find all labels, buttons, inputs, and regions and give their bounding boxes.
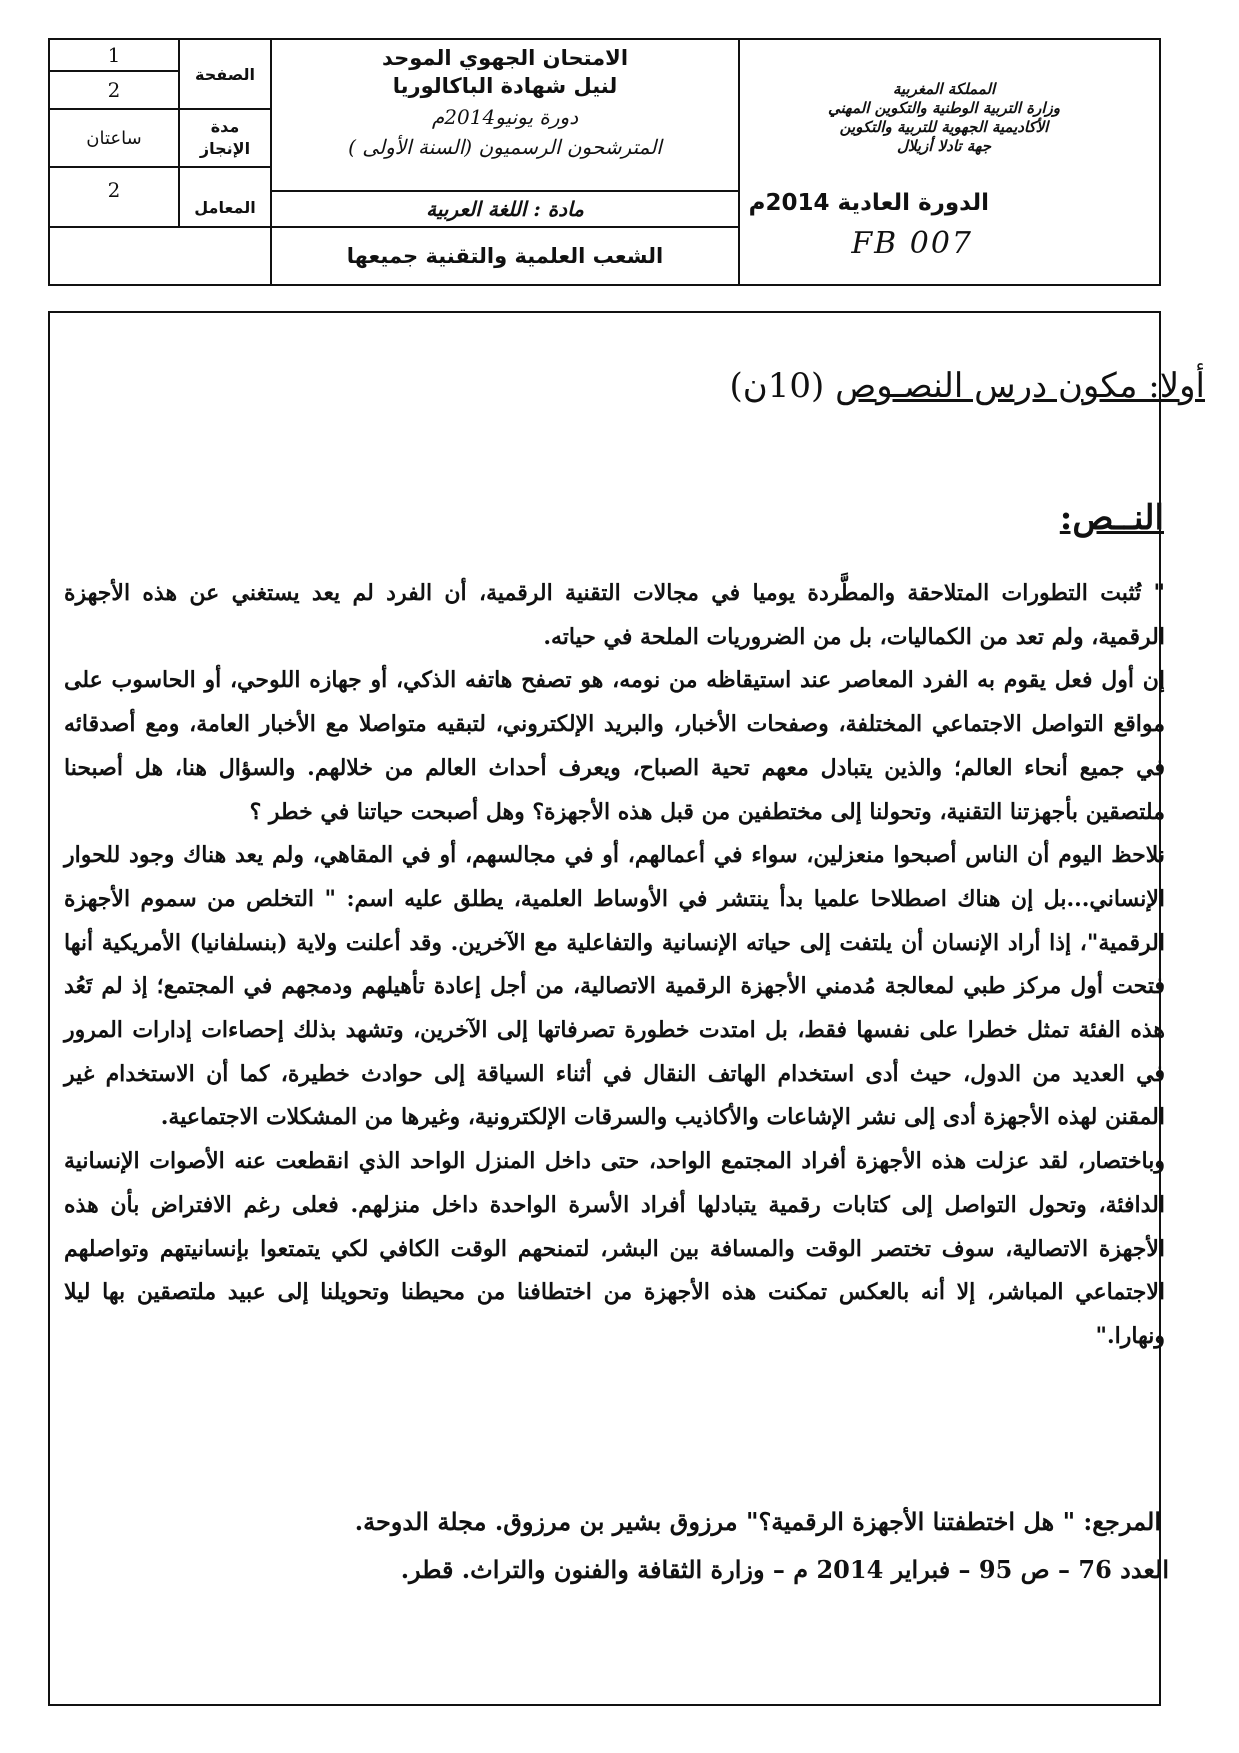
- coefficient-label: المعامل: [194, 197, 256, 217]
- duration-value: ساعتان: [86, 127, 142, 149]
- page-number: 1: [107, 43, 121, 67]
- session-block: [272, 102, 738, 162]
- academy: الأكاديمية الجهوية للتربية والتكوين: [839, 118, 1049, 136]
- exam-title-block: [272, 44, 738, 100]
- exam-subtitle: لنيل شهادة الباكالوريا: [392, 74, 618, 98]
- reference-block: [261, 1498, 1169, 1594]
- ordinary-session: الدورة العادية 2014م: [748, 190, 989, 216]
- reference-line-1: المرجع: " هل اختطفتنا الأجهزة الرقمية؟" مرزوق بشير بن مرزوق. مجلة الدوحة.: [354, 1507, 1161, 1536]
- exam-header-table: [48, 38, 1161, 286]
- reference-line-2: العدد 76 – ص 95 – فبراير 2014 م – وزارة الثقافة والفنون والتراث. قطر.: [400, 1555, 1169, 1584]
- exam-streams: الشعب العلمية والتقنية جميعها: [346, 244, 664, 268]
- exam-subject: مادة : اللغة العربية: [426, 197, 584, 221]
- text-label: النــص:: [1059, 498, 1164, 538]
- kingdom: المملكة المغربية: [892, 80, 996, 98]
- passage-paragraph: وباختصار، لقد عزلت هذه الأجهزة أفراد المجتمع الواحد، حتى داخل المنزل الواحد الذي انقطعت عنه الأصوات الإنسانية الدافئة، وتحول التواصل إلى كتابات رقمية يتبادلها أفراد الأسرة الواحدة داخل منزلهم. فعلى رغم الافتراض بأن هذه الأجهزة الاتصالية، سوف تختصر الوقت والمسافة بين البشر، لتمنحهم الوقت الكافي لكي يتمتعوا بإنسانيتهم وتواصلهم الاجتماعي المباشر، إلا أنه بالعكس تمكنت هذه الأجهزة من اختطافنا من محيطنا وتحويلنا إلى عبيد ملتصقين بها ليلا ونهارا.": [64, 1148, 1165, 1349]
- page-label: الصفحة: [194, 64, 255, 84]
- duration-label: مدة الإنجاز: [199, 117, 251, 158]
- ministry: وزارة التربية الوطنية والتكوين المهني: [828, 99, 1060, 117]
- handwritten-code: FB 007: [851, 226, 973, 261]
- coefficient-value: 2: [107, 178, 121, 202]
- passage-paragraph: إن أول فعل يقوم به الفرد المعاصر عند استيقاظه من نومه، هو تصفح هاتفه الذكي، أو جهازه اللوحي، أو الحاسوب على مواقع التواصل الاجتماعي المختلفة، وصفحات الأخبار، والبريد الإلكتروني، لتبقيه متواصلا مع الأخبار العامة، ومع أصدقائه في جميع أنحاء العالم؛ والذين يتبادل معهم تحية الصباح، ويعرف أحداث العالم من خلالهم. والسؤال هنا، هل أصبحنا ملتصقين بأجهزتنا التقنية، وتحولنا إلى مختطفين من قبل هذه الأجهزة؟ وهل أصبحت حياتنا في خطر ؟: [64, 667, 1165, 825]
- section-title: [730, 366, 1205, 406]
- page-total: 2: [107, 78, 121, 102]
- exam-session: دورة يونيو2014م: [431, 105, 579, 129]
- section-heading: أولا: مكون درس النصـوص: [835, 366, 1205, 406]
- exam-title: الامتحان الجهوي الموحد: [381, 46, 629, 70]
- passage-paragraph: نلاحظ اليوم أن الناس أصبحوا منعزلين، سواء في أعمالهم، أو في مجالسهم، أو في المقاهي، ولم يعد هناك وجود للحوار الإنساني...بل إن هناك اصطلاحا علميا بدأ ينتشر في الأوساط العلمية، يطلق عليه اسم: " التخلص من سموم الأجهزة الرقمية"، إذا أراد الإنسان أن يلتفت إلى حياته الإنسانية والتفاعلية مع الآخرين. وقد أعلنت ولاية (بنسلفانيا) الأمريكية أنها فتحت أول مركز طبي لمعالجة مُدمني الأجهزة الرقمية الاتصالية، من أجل إعادة تأهيلهم ودمجهم في المجتمع؛ إذ لم تَعُد هذه الفئة تمثل خطرا على نفسها فقط، بل امتدت خطورة تصرفاتها إلى الآخرين، وتشهد بذلك إحصاءات إدارات المرور في العديد من الدول، حيث أدى استخدام الهاتف النقال في أثناء السياقة إلى حوادث خطيرة، كما أن الاستخدام غير المقنن لهذه الأجهزة أدى إلى نشر الإشاعات والأكاذيب والسرقات الإلكترونية، وغيرها من المشكلات الاجتماعية.: [64, 842, 1165, 1131]
- section-points: (10ن): [729, 366, 825, 406]
- region: جهة تادلا أزيلال: [896, 137, 992, 155]
- ministry-block: [740, 80, 1148, 156]
- passage-text: [64, 572, 1165, 1359]
- header-divider: [738, 40, 740, 286]
- exam-candidates: المترشحون الرسميون (السنة الأولى ): [348, 135, 662, 159]
- passage-paragraph: " تُثبت التطورات المتلاحقة والمطَّردة يوميا في مجالات التقنية الرقمية، أن الفرد لم يعد يستغني عن هذه الأجهزة الرقمية، ولم تعد من الكماليات، بل من الضروريات الملحة في حياته.: [64, 580, 1165, 650]
